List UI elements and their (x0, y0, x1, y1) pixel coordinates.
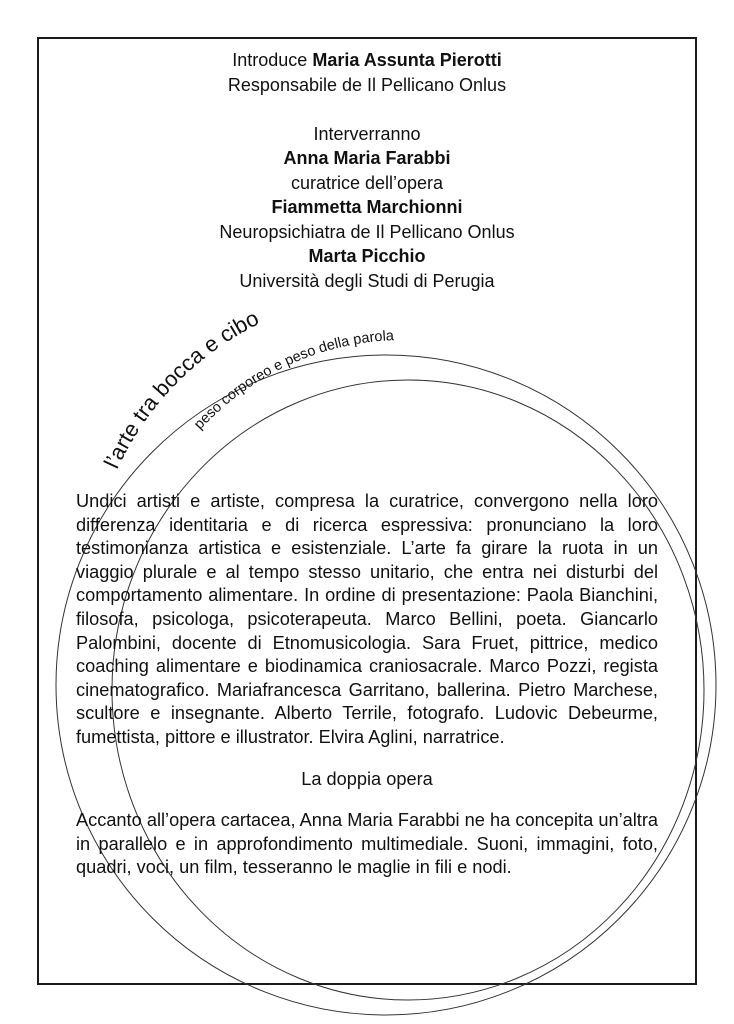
speaker-name: Anna Maria Farabbi (283, 148, 451, 168)
section-paragraph: Accanto all’opera cartacea, Anna Maria Farabbi ne ha concepita un’altra in parallelo e in approfondimento multimediale. Suoni, immagini, foto, quadri, voci, un film, tesseranno le maglie in fili e nodi. (76, 810, 658, 878)
speaker-name: Marta Picchio (308, 246, 426, 266)
speaker-role: curatrice dell’opera (290, 172, 444, 193)
intro-prefix: Introduce (232, 50, 308, 70)
title-subtitle: peso corporeo e peso della parola (191, 328, 395, 433)
intro-name: Maria Assunta Pierotti (312, 50, 502, 70)
title-main: l’arte tra bocca e cibo (98, 305, 263, 473)
intro-line (37, 48, 697, 73)
speaker-role: Università degli Studi di Perugia (239, 270, 495, 291)
intro-role: Responsabile de Il Pellicano Onlus (227, 74, 507, 95)
speakers-heading: Interverranno (313, 123, 421, 144)
credits-block (37, 48, 697, 293)
speaker-role: Neuropsichiatra de Il Pellicano Onlus (219, 221, 515, 242)
section-title: La doppia opera (301, 768, 433, 789)
description-paragraph: Undici artisti e artiste, compresa la curatrice, convergono nella loro differenza identitaria e di ricerca espressiva: pronunciano la loro testimonianza artistica e esistenziale. L’arte fa girare la ruota in un viaggio plurale e al tempo stesso unitario, che entra nei disturbi del comportamento alimentare. In ordine di presentazione: Paola Bianchini, filosofa, psicologa, psicoterapeuta. Marco Bellini, poeta. Giancarlo Palombini, docente di Etnomusicologia. Sara Fruet, pittrice, medico coaching alimentare e biodinamica craniosacrale. Marco Pozzi, regista cinematografico. Mariafrancesca Garritano, ballerina. Pietro Marchese, scultore e insegnante. Alberto Terrile, fotografo. Ludovic Debeurme, fumettista, pittore e illustrator. Elvira Aglini, narratrice. (76, 491, 658, 747)
main-text (76, 490, 658, 880)
speaker-name: Fiammetta Marchionni (271, 197, 463, 217)
